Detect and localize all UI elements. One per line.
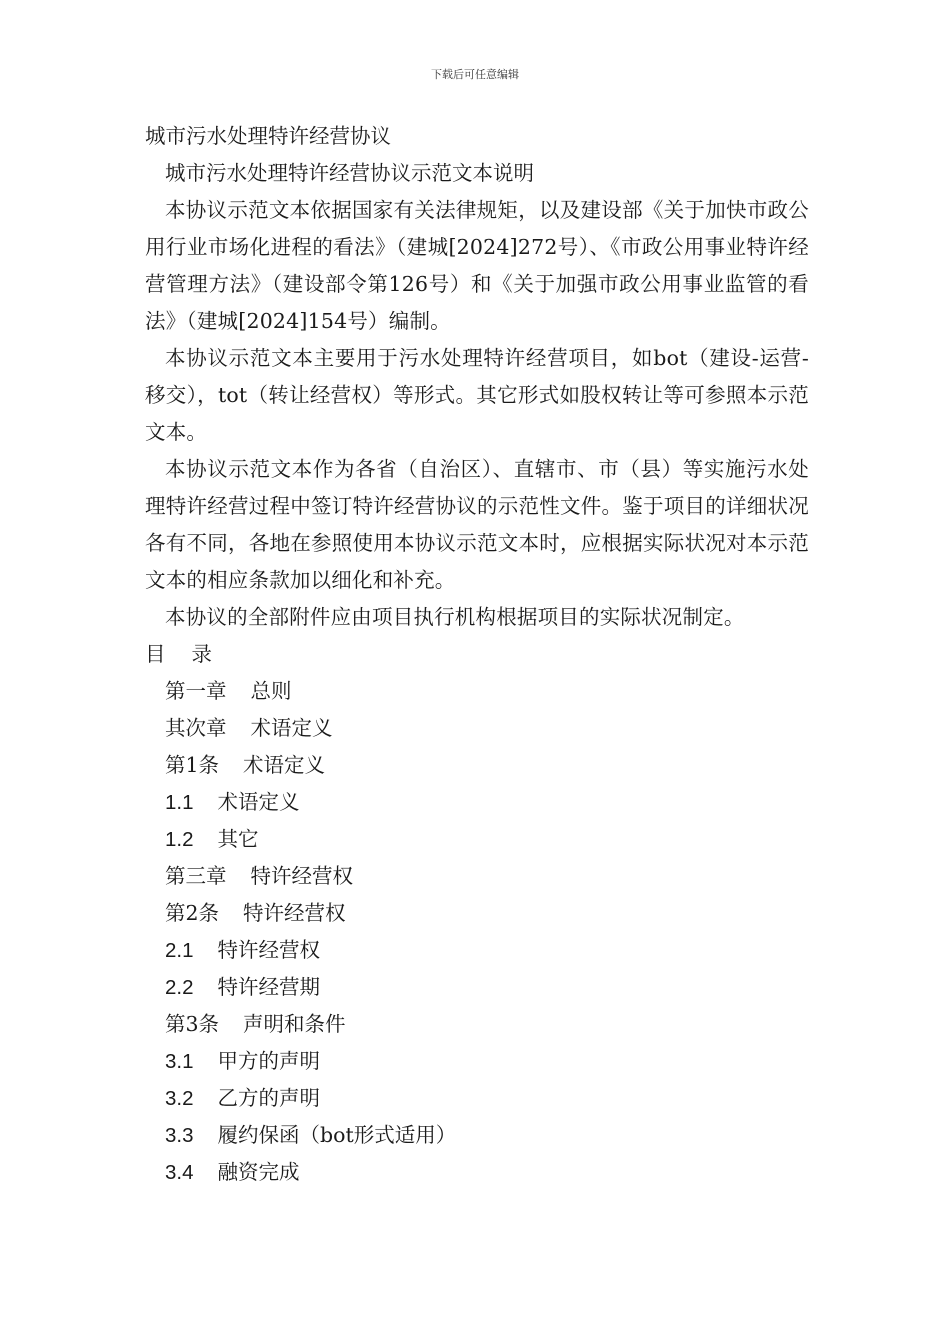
toc-item-label: 术语定义 (243, 753, 326, 777)
document-subtitle: 城市污水处理特许经营协议示范文本说明 (165, 161, 534, 185)
toc-item-label: 甲方的声明 (217, 1049, 320, 1073)
paragraph: 本协议示范文本依据国家有关法律规矩，以及建设部《关于加快市政公用行业市场化进程的看法》（建城[2024]272号）、《市政公用事业特许经营管理方法》（建设部令第126号）和《关于加强市政公用事业监管的看法》（建城[2024]154号）编制。 (145, 198, 809, 333)
toc-item-label: 乙方的声明 (217, 1086, 320, 1110)
toc-item-label: 履约保函（bot形式适用） (217, 1123, 457, 1147)
toc-item (145, 747, 809, 784)
toc-item (145, 895, 809, 932)
toc-item-label: 总则 (250, 679, 292, 703)
toc-title: 目录 (145, 642, 238, 666)
toc-item-label: 特许经营期 (217, 975, 320, 999)
toc-item (145, 1043, 809, 1080)
toc-item-label: 术语定义 (217, 790, 300, 814)
toc-item-label: 声明和条件 (243, 1012, 346, 1036)
toc-item-label: 特许经营权 (217, 938, 320, 962)
paragraph: 本协议的全部附件应由项目执行机构根据项目的实际状况制定。 (165, 605, 745, 629)
toc-item (145, 858, 809, 895)
toc-item (145, 673, 809, 710)
toc-item-number: 第3条 (165, 1012, 220, 1036)
toc-item (145, 969, 809, 1006)
toc-item (145, 1080, 809, 1117)
document-title: 城市污水处理特许经营协议 (145, 124, 391, 148)
toc-item-number: 3.2 (165, 1087, 194, 1110)
toc-item (145, 1117, 809, 1154)
toc-item-number: 1.2 (165, 828, 194, 851)
toc-item-label: 术语定义 (250, 716, 333, 740)
paragraph: 本协议示范文本主要用于污水处理特许经营项目，如bot（建设-运营-移交），tot（转让经营权）等形式。其它形式如股权转让等可参照本示范文本。 (145, 346, 809, 444)
toc-item-number: 3.4 (165, 1161, 194, 1184)
toc-item-label: 融资完成 (217, 1160, 300, 1184)
toc-item (145, 932, 809, 969)
toc-item-number: 1.1 (165, 791, 194, 814)
toc-item-number: 2.2 (165, 976, 194, 999)
toc-item-number: 第2条 (165, 901, 220, 925)
toc-item (145, 1154, 809, 1191)
toc-item-label: 特许经营权 (243, 901, 346, 925)
paragraph: 本协议示范文本作为各省（自治区）、直辖市、市（县）等实施污水处理特许经营过程中签订特许经营协议的示范性文件。鉴于项目的详细状况各有不同，各地在参照使用本协议示范文本时，应根据实际状况对本示范文本的相应条款加以细化和补充。 (145, 457, 809, 592)
toc-item (145, 821, 809, 858)
toc-item-label: 特许经营权 (250, 864, 353, 888)
toc-item-number: 3.1 (165, 1050, 194, 1073)
table-of-contents (145, 673, 809, 1191)
toc-item-number: 2.1 (165, 939, 194, 962)
toc-item-number: 第1条 (165, 753, 220, 777)
toc-item (145, 784, 809, 821)
toc-item (145, 710, 809, 747)
toc-item (145, 1006, 809, 1043)
toc-item-number: 其次章 (165, 716, 227, 740)
toc-item-number: 第三章 (165, 864, 227, 888)
toc-item-number: 3.3 (165, 1124, 194, 1147)
page-header-note: 下载后可任意编辑 (431, 68, 519, 81)
toc-item-label: 其它 (217, 827, 259, 851)
toc-item-number: 第一章 (165, 679, 227, 703)
document-body (145, 118, 809, 1191)
